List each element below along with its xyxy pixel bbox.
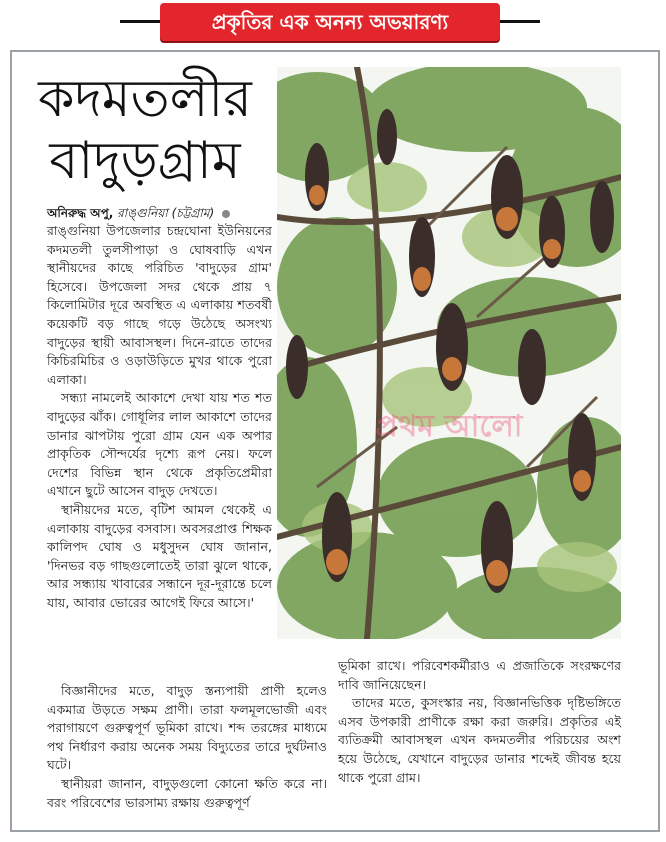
article-column-bottom-left bbox=[47, 682, 327, 812]
byline-bullet-icon bbox=[222, 210, 230, 218]
article-column-bottom-right bbox=[338, 657, 621, 787]
byline-author: অনিরুদ্ধ অপু, bbox=[47, 206, 114, 220]
paragraph-4: বিজ্ঞানীদের মতে, বাদুড় স্তন্যপায়ী প্রাণী হলেও একমাত্র উড়তে সক্ষম প্রাণী। তারা ফলমূলভোজী এবং পরাগায়ণে গুরুত্বপূর্ণ ভূমিকা রাখে। শব্দ তরঙ্গের মাধ্যমে পথ নির্ধারণ করায় অনেক সময় বিদ্যুতের তারে দুর্ঘটনাও ঘটে। bbox=[47, 683, 327, 773]
article-column-left bbox=[47, 222, 272, 612]
paragraph-6: ভূমিকা রাখে। পরিবেশকর্মীরাও এ প্রজাতিকে সংরক্ষণের দাবি জানিয়েছেন। bbox=[338, 658, 621, 692]
bat-colony-photo bbox=[277, 67, 621, 639]
byline-location: রাঙ্গুনিয়া (চট্টগ্রাম) bbox=[117, 206, 215, 220]
photo-illustration bbox=[277, 67, 621, 639]
banner-title: প্রকৃতির এক অনন্য অভয়ারণ্য bbox=[211, 10, 449, 34]
headline-line-1: কদমতলীর bbox=[38, 69, 252, 129]
paragraph-2: সন্ধ্যা নামলেই আকাশে দেখা যায় শত শত বাদুড়ের ঝাঁক। গোধূলির লাল আকাশে তাদের ডানার ঝাপটায় পুরো গ্রাম যেন এক অপার প্রাকৃতিক সৌন্দর্যের দৃশ্যে রূপ নেয়। ফলে দেশের বিভিন্ন স্থান থেকে প্রকৃতিপ্রেমীরা এখানে ছুটে আসেন বাদুড় দেখতে। bbox=[47, 390, 272, 499]
section-banner bbox=[160, 3, 500, 41]
paragraph-7: তাদের মতে, কুসংস্কার নয়, বিজ্ঞানভিত্তিক দৃষ্টিভঙ্গিতে এসব উপকারী প্রাণীকে রক্ষা করা জরুরি। প্রকৃতির এই ব্যতিক্রমী আবাসস্থল এখন কদমতলীর পরিচয়ের অংশ হয়ে উঠেছে, যেখানে বাদুড়ের ডানার শব্দেই জীবন্ত হয়ে থাকে পুরো গ্রাম। bbox=[338, 695, 621, 785]
headline bbox=[25, 68, 265, 192]
paragraph-5: স্থানীয়রা জানান, বাদুড়গুলো কোনো ক্ষতি করে না। বরং পরিবেশের ভারসাম্য রক্ষায় গুরুত্বপূর্ণ bbox=[47, 775, 327, 810]
headline-line-2: বাদুড়গ্রাম bbox=[49, 131, 241, 191]
paragraph-1: রাঙ্গুনিয়া উপজেলার চন্দ্রঘোনা ইউনিয়নের কদমতলী তুলসীপাড়া ও ঘোষবাড়ি এখন স্থানীয়দের কাছে পরিচিত 'বাদুড়ের গ্রাম' হিসেবে। উপজেলা সদর থেকে প্রায় ৭ কিলোমিটার দূরে অবস্থিত এ এলাকায় শতবর্ষী কয়েকটি বড় গাছে গড়ে উঠেছে অসংখ্য বাদুড়ের স্থায়ী আবাসস্থল। দিনে-রাতে তাদের কিচিরমিচির ও ওড়াউড়িতে মুখর থাকে পুরো এলাকা। bbox=[47, 223, 272, 387]
photo-watermark: প্রথম আলো bbox=[375, 409, 523, 444]
paragraph-3: স্থানীয়দের মতে, বৃটিশ আমল থেকেই এ এলাকায় বাদুড়ের বসবাস। অবসরপ্রাপ্ত শিক্ষক কালিপদ ঘোষ ও মধুসুদন ঘোষ জানান, 'দিনভর বড় গাছগুলোতেই তারা ঝুলে থাকে, আর সন্ধ্যায় খাবারের সন্ধানে দূর-দূরান্তে চলে যায়, আবার ভোরের আগেই ফিরে আসে।' bbox=[47, 501, 272, 610]
